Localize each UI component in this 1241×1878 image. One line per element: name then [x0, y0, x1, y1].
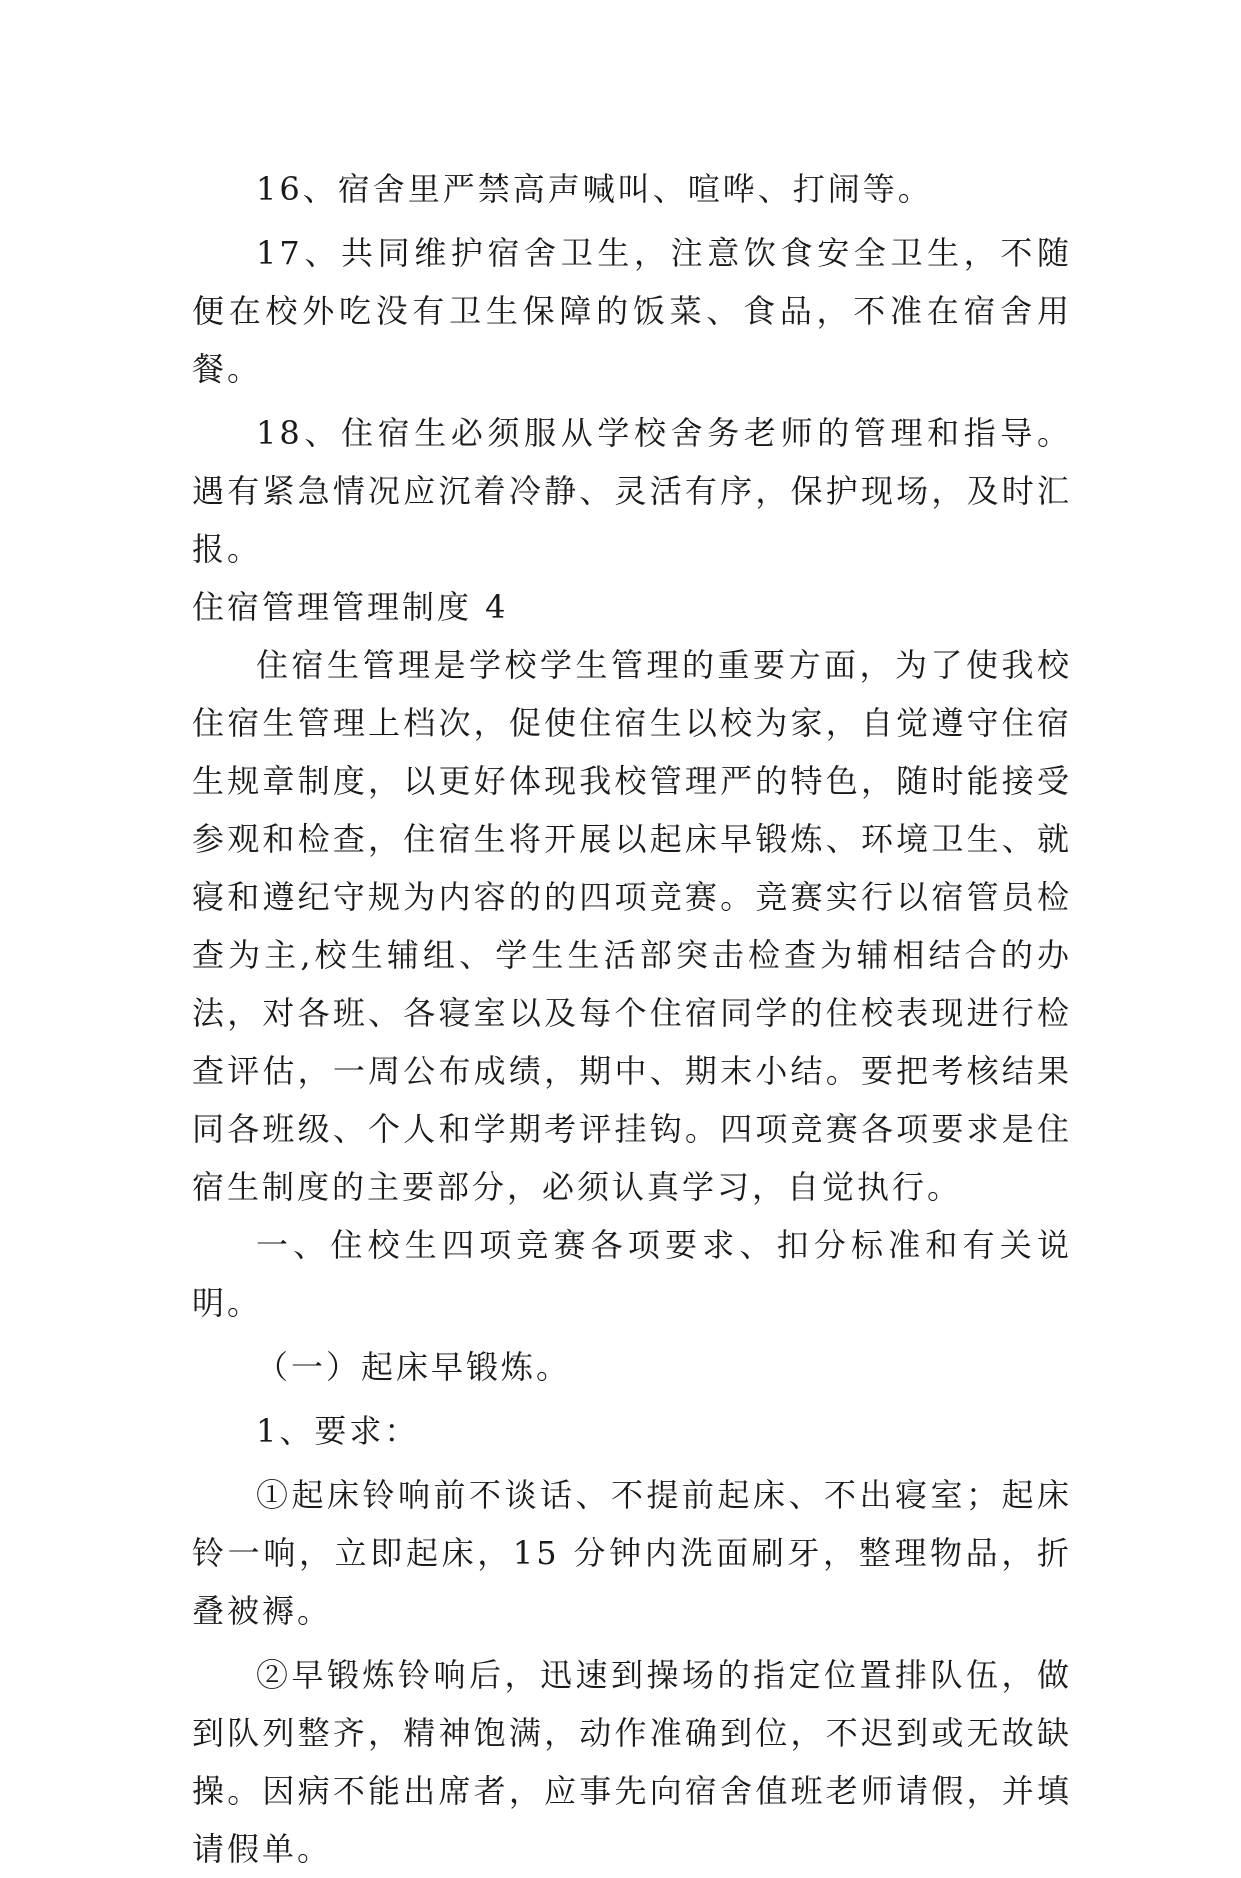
- rule-17: 17、共同维护宿舍卫生，注意饮食安全卫生，不随便在校外吃没有卫生保障的饭菜、食品，不准在宿舍用餐。: [192, 234, 1072, 388]
- requirement-2: ②早锻炼铃响后，迅速到操场的指定位置排队伍，做到队列整齐，精神饱满，动作准确到位，不迟到或无故缺操。因病不能出席者，应事先向宿舍值班老师请假，并填请假单。: [192, 1656, 1072, 1868]
- requirements-heading: 1、要求：: [256, 1412, 420, 1450]
- requirement-1: ①起床铃响前不谈话、不提前起床、不出寝室；起床铃一响，立即起床，15 分钟内洗面刷牙，整理物品，折叠被褥。: [192, 1476, 1072, 1630]
- intro-paragraph: 住宿生管理是学校学生管理的重要方面，为了使我校住宿生管理上档次，促使住宿生以校为家，自觉遵守住宿生规章制度，以更好体现我校管理严的特色，随时能接受参观和检查，住宿生将开展以起床早锻炼、环境卫生、就寝和遵纪守规为内容的的四项竞赛。竞赛实行以宿管员检查为主,校生辅组、学生生活部突击检查为辅相结合的办法，对各班、各寝室以及每个住宿同学的住校表现进行检查评估，一周公布成绩，期中、期末小结。要把考核结果同各班级、个人和学期考评挂钩。四项竞赛各项要求是住宿生制度的主要部分，必须认真学习，自觉执行。: [192, 646, 1072, 1206]
- section-title: 住宿管理管理制度 4: [192, 588, 509, 626]
- rule-16: 16、宿舍里严禁高声喊叫、喧哗、打闹等。: [256, 170, 933, 208]
- document-body: [192, 160, 1072, 1878]
- part-one-heading: 一、住校生四项竞赛各项要求、扣分标准和有关说明。: [192, 1226, 1072, 1322]
- rule-18: 18、住宿生必须服从学校舍务老师的管理和指导。遇有紧急情况应沉着冷静、灵活有序，保护现场，及时汇报。: [192, 414, 1072, 568]
- subsection-heading: （一）起床早锻炼。: [256, 1348, 572, 1386]
